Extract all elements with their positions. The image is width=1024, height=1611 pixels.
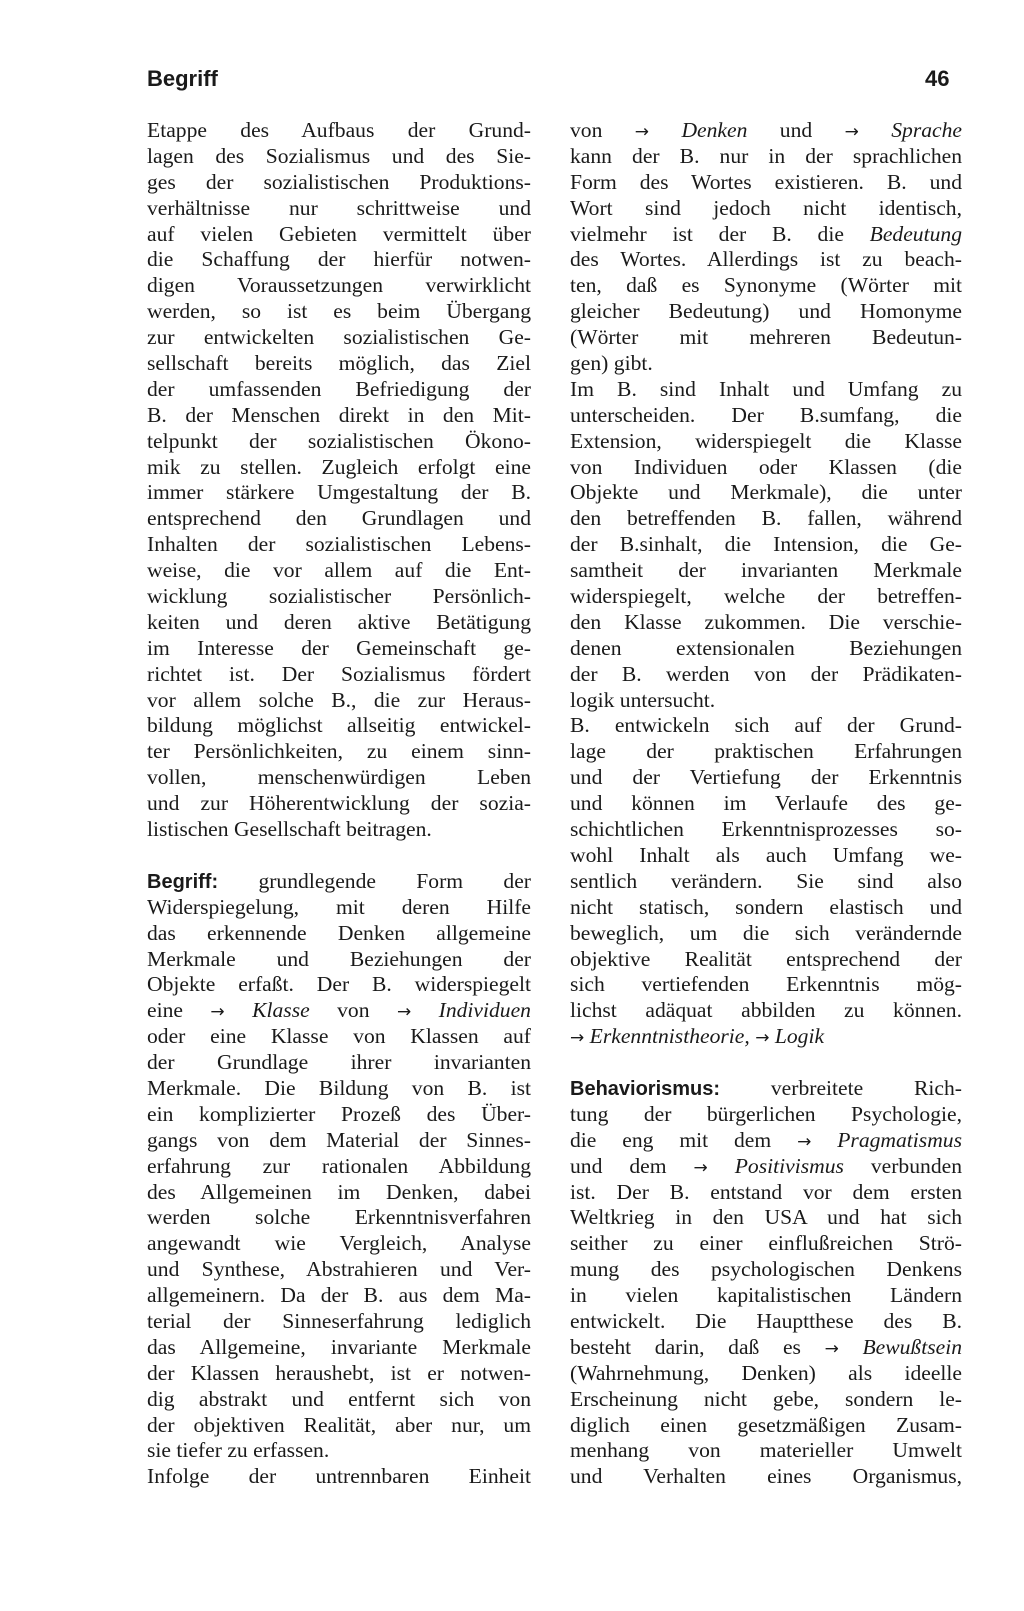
text-run: den betreffenden B. fallen, während [570,506,962,531]
text-run: wohl Inhalt als auch Umfang we- [570,842,962,867]
text-run: nicht statisch, sondern elastisch und [570,894,962,919]
cross-reference: Positivismus [734,1153,844,1178]
text-run: besteht darin, daß es [570,1334,825,1359]
text-run: B. der Menschen direkt in den Mit- [147,402,531,427]
text-line [147,351,531,377]
text-line [570,713,962,739]
text-line [147,1128,531,1154]
text-run: ist. Der B. entstand vor dem ersten [570,1179,962,1204]
cross-reference-arrow-icon: → [693,1157,708,1178]
text-run: beweglich, um die sich verändernde [570,920,962,945]
text-line [570,1076,962,1102]
text-line [570,532,962,558]
text-run: schichtlichen Erkenntnisprozesses so- [570,817,962,842]
text-run [859,118,891,142]
text-run: gleicher Bedeutung) und Homonyme [570,299,962,324]
paragraph-gap [570,1050,962,1076]
text-run: allgemeinern. Da der B. aus dem Ma- [147,1283,531,1308]
text-line [570,299,962,325]
text-line [147,325,531,351]
text-run: von [570,118,635,142]
text-run: samtheit der invarianten Merkmale [570,558,962,583]
text-run: Extension, widerspiegelt die Klasse [570,428,962,453]
text-run: terial der Sinneserfahrung lediglich [147,1308,531,1333]
text-run: der B.sinhalt, die Intension, die Ge- [570,532,962,557]
text-line [147,1102,531,1128]
text-line [147,998,531,1024]
text-line [147,1309,531,1335]
text-run: dig abstrakt und entfernt sich von [147,1386,531,1411]
text-line [147,299,531,325]
text-run: mik zu stellen. Zugleich erfolgt eine [147,454,531,479]
text-line [147,1076,531,1102]
text-run: lichst adäquat abbilden zu können. [570,998,962,1023]
text-line [570,196,962,222]
text-line [147,1231,531,1257]
text-line [147,1050,531,1076]
text-run: Etappe des Aufbaus der Grund- [147,118,531,142]
text-run: immer stärkere Umgestaltung der B. [147,480,531,505]
text-run: tung der bürgerlichen Psychologie, [570,1101,962,1126]
text-run: der Grundlage ihrer invarianten [147,1050,531,1075]
text-run [649,118,681,142]
running-head: Begriff [147,66,218,91]
text-line [147,1361,531,1387]
cross-reference-arrow-icon: → [570,1028,585,1049]
text-run: Merkmale und Beziehungen der [147,946,531,971]
text-line [147,1257,531,1283]
text-run: auf vielen Gebieten vermittelt über [147,221,531,246]
text-run: im Interesse der Gemeinschaft ge- [147,635,531,660]
text-run: ten, daß es Synonyme (Wörter mit [570,273,962,298]
text-line [570,1205,962,1231]
text-run: lagen des Sozialismus und des Sie- [147,143,531,168]
text-run: ein komplizierter Prozeß des Über- [147,1101,531,1126]
text-run [811,1128,837,1152]
text-line [570,584,962,610]
text-run: sich vertiefenden Erkenntnis mög- [570,972,962,997]
text-run: in vielen kapitalistischen Ländern [570,1283,962,1308]
text-line [147,662,531,688]
text-run: lage der praktischen Erfahrungen [570,739,962,764]
text-run: vielmehr ist der B. die [570,221,870,246]
text-run: das Allgemeine, invariante Merkmale [147,1334,531,1359]
text-line [147,1413,531,1439]
text-run: B. entwickeln sich auf der Grund- [570,713,962,738]
text-line [147,506,531,532]
text-run: werden solche Erkenntnisverfahren [147,1205,531,1230]
text-run: sentlich verändern. Sie sind also [570,868,962,893]
text-run: vollen, menschenwürdigen Leben [147,765,531,790]
text-line [570,1361,962,1387]
text-line [147,144,531,170]
text-line [147,222,531,248]
text-run: Im B. sind Inhalt und Umfang zu [570,376,962,401]
text-line [570,1180,962,1206]
text-line [570,662,962,688]
text-line [570,791,962,817]
cross-reference: Bewußtsein [862,1334,962,1359]
text-line [570,455,962,481]
text-run: sellschaft bereits möglich, das Ziel [147,351,531,376]
text-line [570,273,962,299]
text-line [147,1205,531,1231]
text-run: listischen Gesellschaft beitragen. [147,817,432,842]
text-line [147,377,531,403]
text-line [570,998,962,1024]
cross-reference-arrow-icon: → [824,1338,839,1359]
text-line [147,532,531,558]
text-line [570,636,962,662]
text-run: wicklung sozialistischer Persönlich- [147,584,531,609]
text-line [570,1128,962,1154]
text-line [570,1438,962,1464]
text-line [570,222,962,248]
text-line [570,739,962,765]
text-run: Form des Wortes existieren. B. und [570,169,962,194]
text-line [147,636,531,662]
text-line [147,610,531,636]
text-line [570,947,962,973]
text-run [839,1335,863,1359]
cross-reference: Denken [681,118,748,142]
text-line [147,1464,531,1490]
cross-reference: Sprache [891,118,963,142]
text-run: widerspiegelt, welche der betreffen- [570,584,962,609]
text-run: der B. werden von der Prädikaten- [570,661,962,686]
cross-reference: Individuen [438,998,531,1023]
text-line [147,1335,531,1361]
text-run: Infolge der untrennbaren Einheit [147,1464,531,1489]
text-run: oder eine Klasse von Klassen auf [147,1024,531,1049]
text-run: des Allgemeinen im Denken, dabei [147,1179,531,1204]
text-run: Inhalten der sozialistischen Lebens- [147,532,531,557]
text-line [147,1024,531,1050]
cross-reference-arrow-icon: → [210,1002,225,1023]
text-run: menhang von materieller Umwelt [570,1438,962,1463]
text-run: der objektiven Realität, aber nur, um [147,1412,531,1437]
text-line [570,144,962,170]
text-run: der Klassen heraushebt, ist er notwen- [147,1360,531,1385]
text-run: und Synthese, Abstrahieren und Ver- [147,1257,531,1282]
text-line [147,403,531,429]
text-run: des Wortes. Allerdings ist zu beach- [570,247,962,272]
text-run: verhältnisse nur schrittweise und [147,195,531,220]
cross-reference-arrow-icon: → [844,122,859,142]
text-run: die eng mit dem [570,1127,798,1152]
text-run: und der Vertiefung der Erkenntnis [570,765,962,790]
text-run [708,1154,735,1178]
text-line [570,1309,962,1335]
text-line [570,895,962,921]
text-line [147,584,531,610]
text-line [570,170,962,196]
left-text-column [147,118,531,1490]
cross-reference: Erkenntnistheorie, [589,1024,750,1049]
paragraph-gap [147,843,531,869]
text-line [147,455,531,481]
text-line [570,688,962,714]
text-run: weise, die vor allem auf die Ent- [147,558,531,583]
text-line [147,1180,531,1206]
text-run: telpunkt der sozialistischen Ökono- [147,428,531,453]
text-line [570,1335,962,1361]
text-run: der umfassenden Befriedigung der [147,376,531,401]
text-line [147,558,531,584]
text-run: ter Persönlichkeiten, zu einem sinn- [147,739,531,764]
text-line [147,170,531,196]
text-run: vor allem solche B., die zur Heraus- [147,687,531,712]
text-line [147,480,531,506]
text-line [570,325,962,351]
text-run: die Schaffung der hierfür notwen- [147,247,531,272]
text-run: richtet ist. Der Sozialismus fördert [147,661,531,686]
text-run [225,998,252,1022]
text-run: gangs von dem Material der Sinnes- [147,1127,531,1152]
text-line [147,791,531,817]
text-line [147,713,531,739]
text-line [570,429,962,455]
cross-reference: Bedeutung [869,221,962,246]
text-run: Weltkrieg in den USA und hat sich [570,1205,962,1230]
text-line [147,273,531,299]
text-line [570,817,962,843]
text-line [570,377,962,403]
cross-reference: Pragmatismus [837,1127,962,1152]
text-run: denen extensionalen Beziehungen [570,635,962,660]
text-run: verbunden [843,1153,962,1178]
text-run: kann der B. nur in der sprachlichen [570,143,962,168]
text-run: und dem [570,1153,694,1178]
text-line [570,765,962,791]
text-run: und Verhalten eines Organismus, [570,1464,962,1489]
text-run: von Individuen oder Klassen (die [570,454,962,479]
text-line [147,1283,531,1309]
cross-reference-arrow-icon: → [396,1002,412,1023]
text-run: keiten und deren aktive Betätigung [147,609,531,634]
text-line [570,1154,962,1180]
cross-reference-arrow-icon: → [634,122,650,142]
text-run: (Wörter mit mehreren Bedeutun- [570,325,962,350]
text-line [570,506,962,532]
text-line [570,480,962,506]
text-line [147,429,531,455]
text-run: verbreitete Rich- [720,1075,962,1100]
text-line [570,1231,962,1257]
text-line [147,765,531,791]
text-line [147,972,531,998]
text-line [147,947,531,973]
text-line [147,921,531,947]
text-run: und können im Verlaufe des ge- [570,791,962,816]
text-run: den Klasse zukommen. Die verschie- [570,609,962,634]
text-line [570,921,962,947]
text-run [411,998,438,1022]
text-run: digen Voraussetzungen verwirklicht [147,273,531,298]
text-line [570,1387,962,1413]
text-run: von [309,998,397,1023]
text-run: und zur Höherentwicklung der sozia- [147,791,531,816]
text-line [570,351,962,377]
text-line [570,610,962,636]
text-line [570,247,962,273]
entry-keyword: Begriff: [147,870,219,893]
text-run: erfahrung zur rationalen Abbildung [147,1153,531,1178]
cross-reference-arrow-icon: → [755,1028,770,1049]
cross-reference-arrow-icon: → [797,1131,812,1152]
text-line [570,1413,962,1439]
text-run: Erscheinung nicht gebe, sondern le- [570,1386,962,1411]
text-run: Objekte und Merkmale), die unter [570,480,962,505]
text-run: gen) gibt. [570,351,653,376]
text-run: Widerspiegelung, mit deren Hilfe [147,894,531,919]
text-run: unterscheiden. Der B.sumfang, die [570,402,962,427]
text-line [570,118,962,144]
text-run: entwickelt. Die Hauptthese des B. [570,1308,962,1333]
text-run: werden, so ist es beim Übergang [147,299,531,324]
text-line [147,817,531,843]
text-run: diglich einen gesetzmäßigen Zusam- [570,1412,962,1437]
text-line [570,1283,962,1309]
text-run: angewandt wie Vergleich, Analyse [147,1231,531,1256]
text-line [147,1154,531,1180]
page-number: 46 [925,66,950,91]
text-line [570,1024,962,1050]
text-run: sie tiefer zu erfassen. [147,1438,330,1463]
text-line [147,1387,531,1413]
text-run: ges der sozialistischen Produktions- [147,169,531,194]
text-line [570,843,962,869]
text-run: Wort sind jedoch nicht identisch, [570,195,962,220]
cross-reference: Logik [774,1024,825,1049]
text-line [570,558,962,584]
text-run: und [747,118,845,142]
text-run: grundlegende Form der [218,868,531,893]
text-line [570,1464,962,1490]
text-line [147,688,531,714]
text-run: bildung möglichst allseitig entwickel- [147,713,531,738]
entry-keyword: Behaviorismus: [570,1077,721,1100]
text-line [147,895,531,921]
text-line [147,869,531,895]
text-line [147,118,531,144]
text-line [570,972,962,998]
text-line [570,869,962,895]
text-run: Merkmale. Die Bildung von B. ist [147,1075,531,1100]
text-line [570,1102,962,1128]
text-run: Objekte erfaßt. Der B. widerspiegelt [147,972,531,997]
text-run: entsprechend den Grundlagen und [147,506,531,531]
text-run: logik untersucht. [570,687,716,712]
text-run: objektive Realität entsprechend der [570,946,962,971]
text-run: seither zu einer einflußreichen Strö- [570,1231,962,1256]
text-line [147,196,531,222]
text-line [147,247,531,273]
text-line [570,403,962,429]
text-line [147,739,531,765]
text-run: zur entwickelten sozialistischen Ge- [147,325,531,350]
right-text-column [570,118,962,1490]
text-line [570,1257,962,1283]
text-run: (Wahrnehmung, Denken) als ideelle [570,1360,962,1385]
text-run: das erkennende Denken allgemeine [147,920,531,945]
text-run: mung des psychologischen Denkens [570,1257,962,1282]
text-run: eine [147,998,211,1023]
cross-reference: Klasse [252,998,310,1023]
text-line [147,1438,531,1464]
